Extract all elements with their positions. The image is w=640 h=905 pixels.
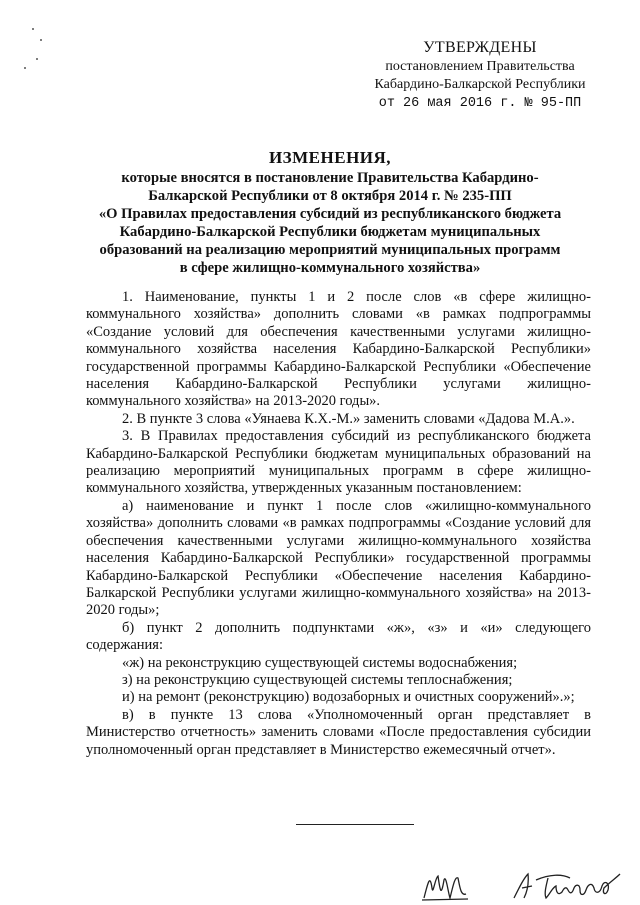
- subitem-v: в) в пункте 13 слова «Уполномоченный орган представляет в Министерство отчетность» заменить словами «После предоставления субсидии уполномоченный орган представляет в Министерство ежемесячный отчет».: [86, 706, 591, 758]
- approval-line-1: постановлением Правительства: [385, 59, 575, 74]
- title-line: «О Правилах предоставления субсидий из республиканского бюджета: [98, 206, 562, 222]
- paragraph-3: 3. В Правилах предоставления субсидий из республиканского бюджета Кабардино-Балкарской Республики бюджетам муниципальных образований на реализацию мероприятий муниципальных программ в сфере жилищно-коммунального хозяйства, утвержденных указанным постановлением:: [86, 428, 591, 497]
- subitem-zh: «ж) на реконструкцию существующей системы водоснабжения;: [122, 654, 518, 671]
- title-line: которые вносятся в постановление Правительства Кабардино-: [121, 170, 539, 186]
- approval-line-2: Кабардино-Балкарской Республики: [374, 77, 586, 92]
- scan-marks: [14, 20, 54, 80]
- paragraph-1: 1. Наименование, пункты 1 и 2 после слов «в сфере жилищно-коммунального хозяйства» дополнить словами «в рамках подпрограммы «Создание условий для обеспечения качественными услугами жилищно-коммунального хозяйства населения Кабардино-Балкарской Республики» государственной программы Кабардино-Балкарской Республики «Обеспечение населения Кабардино-Балкарской Республики услугами жилищно-коммунального хозяйства» на 2013-2020 годы».: [86, 289, 591, 410]
- paragraph-2: 2. В пункте 3 слова «Уянаева К.Х.-М.» заменить словами «Дадова М.А.».: [122, 410, 575, 427]
- signature-mark-1: [420, 868, 470, 904]
- subitem-z: з) на реконструкцию существующей системы теплоснабжения;: [122, 671, 513, 688]
- title-line: в сфере жилищно-коммунального хозяйства»: [179, 260, 481, 276]
- subitem-i: и) на ремонт (реконструкцию) водозаборных и очистных сооружений».»;: [122, 689, 575, 706]
- approval-heading: УТВЕРЖДЕНЫ: [423, 39, 537, 56]
- document-title: [70, 147, 590, 277]
- approval-date-number: от 26 мая 2016 г. № 95-ПП: [378, 96, 582, 111]
- closing-rule: [296, 824, 414, 825]
- document-body: [86, 289, 591, 759]
- title-main: ИЗМЕНЕНИЯ,: [268, 148, 392, 167]
- approval-block: [360, 38, 600, 113]
- title-line: Балкарской Республики от 8 октября 2014 г. № 235-ПП: [148, 188, 512, 204]
- subitem-a: а) наименование и пункт 1 после слов «жилищно-коммунального хозяйства» дополнить словами «в рамках подпрограммы «Создание условий для обеспечения качественными услугами жилищно-коммунального хозяйства населения Кабардино-Балкарской Республики» государственной программы Кабардино-Балкарской Республики «Обеспечение населения Кабардино-Балкарской Республики услугами жилищно-коммунального хозяйства» на 2013-2020 годы»;: [86, 497, 591, 619]
- signature-mark-2: [510, 864, 622, 904]
- title-line: Кабардино-Балкарской Республики бюджетам муниципальных: [119, 224, 541, 240]
- subitem-b: б) пункт 2 дополнить подпунктами «ж», «з» и «и» следующего содержания:: [86, 619, 591, 654]
- title-line: образований на реализацию мероприятий муниципальных программ: [99, 242, 561, 258]
